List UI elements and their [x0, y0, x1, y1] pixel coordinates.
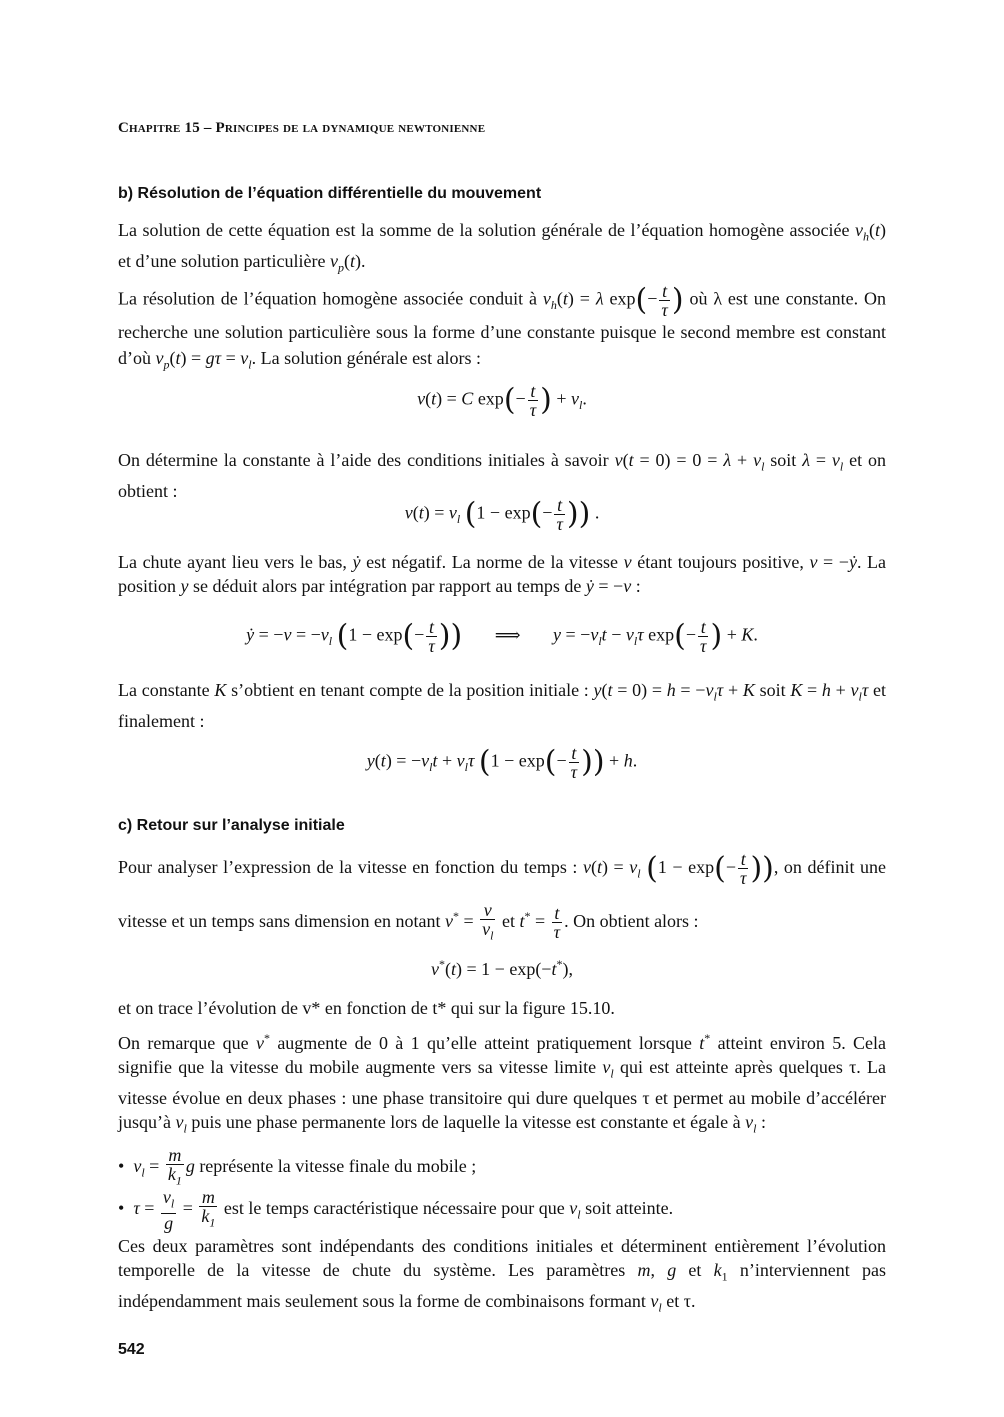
section-c-title: c) Retour sur l’analyse initiale	[118, 817, 345, 834]
equation-dimensionless: v*(t) = 1 − exp(−t*),	[431, 957, 573, 979]
paragraph-5: La constante K s’obtient en tenant compte de la position initiale : $y(t = 0) = h = -v_l\tau + K$ soit $K = h + v_l\tau$ et finalement :	[118, 680, 887, 731]
p8d: qui est atteinte après quelques τ. La vitesse évolue en deux phases : une phase transitoire qui dure quelques τ et permet au mobile d’accélérer jusqu’à	[118, 1057, 887, 1132]
chapter-header	[118, 116, 485, 140]
p8c: atteint environ 5. Cela signifie que la vitesse du mobile augmente vers sa vitesse limite	[118, 1033, 887, 1077]
p5b: s’obtient en tenant compte de la position initiale :	[231, 680, 589, 700]
p3c: et on obtient :	[118, 450, 887, 501]
p1a: La solution de cette équation est la somme de la solution générale de l’équation homogène associée	[118, 220, 850, 240]
equation-position-integration: ẏ = $-v = -v_l$ (1 − exp(− $\frac{t}{\tau}$ )) ⟹ $y = -v_lt - v_l\tau$ exp(− $\frac{t}{\tau}$ ) + K.	[246, 617, 758, 656]
p3b: soit	[770, 450, 797, 470]
p6b: , on définit une vitesse et un temps sans dimension en notant	[118, 857, 887, 931]
p5a: La constante	[118, 680, 210, 700]
p2c: . La solution générale est alors :	[251, 348, 482, 368]
b1: représente la vitesse finale du mobile ;	[199, 1155, 477, 1176]
bullet-time-constant: • τ = $\frac{v_l}{g}$ = $\frac{m}{k_1}$ est le temps caractéristique nécessaire pour que $v_l$ soit atteinte.	[118, 1187, 674, 1233]
p2b: où λ est une constante. On recherche une solution particulière sous la forme d’une constante puisque le second membre est constant d’où	[118, 288, 887, 368]
equation-position: $y(t) = -v_lt + v_l\tau$ (1 − exp(− $\frac{t}{\tau}$ )) + h.	[366, 743, 638, 782]
p4e: se déduit alors par intégration par rapport au temps de	[193, 576, 582, 596]
p8e: puis une phase permanente lors de laquelle la vitesse est constante et égale à	[191, 1111, 741, 1132]
paragraph-6: Pour analyser l’expression de la vitesse en fonction du temps : $v(t) = v_l$ (1 − exp(− $\frac{t}{\tau}$ )), on définit une vitesse et un temps sans dimension en notant v* = $\frac{v}{v_l}$ et t* = $\frac{t}{\tau}$ . On obtient alors :	[118, 849, 887, 943]
p4b: est négatif. La norme de la vitesse	[366, 552, 619, 572]
paragraph-8: On remarque que v* augmente de 0 à 1 qu’elle atteint pratiquement lorsque t* atteint environ 5. Cela signifie que la vitesse du mobile augmente vers sa vitesse limite $v_l$ qui est atteinte après quelques τ. La vitesse évolue en deux phases : une phase transitoire qui dure quelques τ et permet au mobile d’accélérer jusqu’à $v_l$ puis une phase permanente lors de laquelle la vitesse est constante et égale à $v_l$ :	[118, 1031, 887, 1136]
p4c: étant toujours positive,	[637, 552, 804, 572]
paragraph-4: La chute ayant lieu vers le bas, ẏ est négatif. La norme de la vitesse v étant toujours positive, v = −ẏ. La position y se déduit alors par intégration par rapport au temps de ẏ = −v :	[118, 552, 887, 596]
bullet-terminal-velocity: • $v_l$ = $\frac{m}{k_1}$ g représente la vitesse finale du mobile ;	[118, 1145, 477, 1188]
p5d: et finalement :	[118, 680, 887, 731]
p9a: Ces deux paramètres sont indépendants des conditions initiales et déterminent entièrement l’évolution temporelle de la vitesse de chute du système. Les paramètres	[118, 1236, 886, 1280]
paragraph-9: Ces deux paramètres sont indépendants des conditions initiales et déterminent entièrement l’évolution temporelle de la vitesse de chute du système. Les paramètres m, g et $k_1$ n’interviennent pas indépendamment mais seulement sous la forme de combinaisons formant $v_l$ et τ.	[118, 1236, 886, 1315]
p6a: Pour analyser l’expression de la vitesse en fonction du temps :	[118, 857, 578, 877]
equation-general-solution: v(t) = C exp(− $\frac{t}{\tau}$ ) + $v_l$.	[417, 381, 587, 420]
p8a: On remarque que	[118, 1033, 249, 1053]
p6d: . On obtient alors :	[564, 910, 699, 931]
p1b: et d’une solution particulière	[118, 250, 326, 271]
paragraph-7: et on trace l’évolution de v* en fonction de t* qui sur la figure 15.10.	[118, 998, 615, 1018]
p5c: soit	[759, 680, 786, 700]
p3a: On détermine la constante à l’aide des conditions initiales à savoir	[118, 450, 609, 470]
paragraph-2: La résolution de l’équation homogène associée conduit à $v_h(t) = \lambda$ exp(− $\frac{t}{\tau}$ ) où λ est une constante. On recherche une solution particulière sous la forme d’une constante puisque le second membre est constant d’où $v_p(t) = g\tau = v_l$. La solution générale est alors :	[118, 281, 887, 372]
chapter-title: Chapitre 15 – Principes de la dynamique newtonienne	[118, 120, 486, 136]
p9c: et τ.	[666, 1290, 696, 1311]
p9b: n’interviennent pas indépendamment mais seulement sous la forme de combinaisons formant	[118, 1260, 886, 1311]
p4d: . La position	[118, 552, 887, 596]
paragraph-1: La solution de cette équation est la somme de la solution générale de l’équation homogène associée $v_h(t)$ et d’une solution particulière $v_p(t)$.	[118, 220, 887, 275]
p2a: La résolution de l’équation homogène associée conduit à	[118, 288, 538, 309]
b2: est le temps caractéristique nécessaire pour que	[223, 1197, 565, 1218]
paragraph-3: On détermine la constante à l’aide des conditions initiales à savoir $v(t = 0) = 0 = \lambda + v_l$ soit $\lambda = v_l$ et on obtient :	[118, 450, 887, 501]
p4a: La chute ayant lieu vers le bas,	[118, 552, 347, 572]
b2b: soit atteinte.	[585, 1197, 674, 1218]
p8b: augmente de 0 à 1 qu’elle atteint pratiquement lorsque	[277, 1033, 692, 1053]
section-b-title: b) Résolution de l’équation différentielle du mouvement	[118, 185, 542, 202]
p6c: et	[501, 910, 515, 931]
page-number: 542	[118, 1341, 145, 1358]
equation-velocity: $v(t) = v_l$ (1 − exp(− $\frac{t}{\tau}$ )) .	[404, 495, 600, 534]
